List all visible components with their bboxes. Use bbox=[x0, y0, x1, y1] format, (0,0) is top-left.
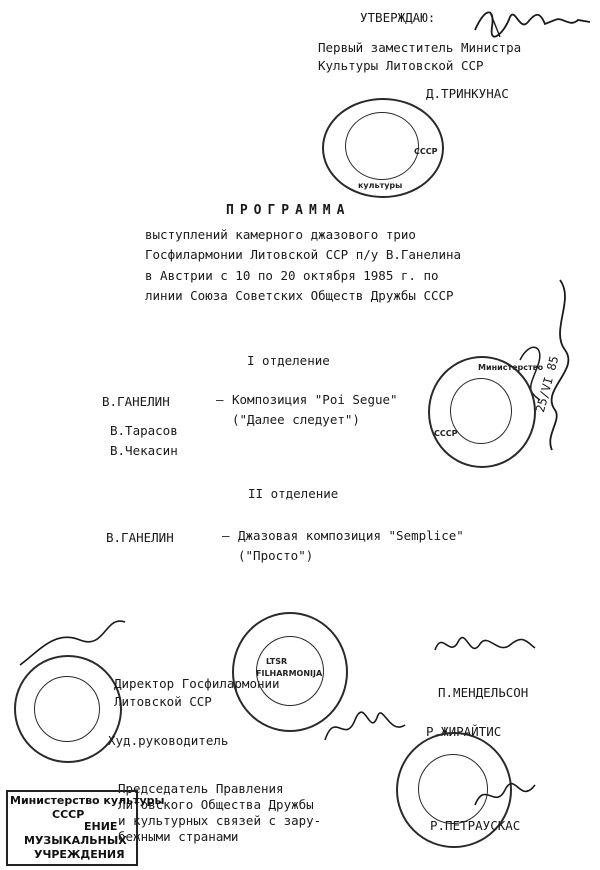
intro-line-2: Госфилармонии Литовской ССР п/у В.Ганелина bbox=[145, 247, 462, 262]
chair-title-line3: и культурных связей с зару- bbox=[118, 813, 322, 828]
rect-stamp-line-4: МУЗЫКАЛЬНЫХ bbox=[24, 834, 127, 847]
section2-performer: В.ГАНЕЛИН bbox=[106, 530, 174, 545]
section2-composition: Джазовая композиция "Semplice" bbox=[238, 528, 464, 543]
director-title-line1: Директор Госфилармонии bbox=[114, 676, 280, 691]
approval-position-line2: Культуры Литовской ССР bbox=[318, 58, 484, 73]
section1-member-chekasin: В.Чекасин bbox=[110, 443, 178, 458]
rect-stamp-line-3: ЕНИЕ bbox=[84, 820, 118, 833]
director-name: П.МЕНДЕЛЬСОН bbox=[438, 685, 529, 700]
ministry-stamp-text bbox=[322, 98, 440, 194]
section2-heading: II отделение bbox=[248, 486, 339, 501]
ministry-stamp-word-culture: культуры bbox=[358, 181, 403, 190]
rect-stamp-line-1: Министерство культуры bbox=[10, 794, 165, 807]
rect-stamp-line-2: СССР bbox=[52, 808, 85, 821]
chair-title-line2: Литовского Общества Дружбы bbox=[118, 797, 314, 812]
left-signature bbox=[10, 610, 130, 670]
ltsr-stamp-word-filharmonija: FILHARMONIJA bbox=[256, 669, 323, 678]
handwritten-date: 25/VI 85 bbox=[532, 354, 562, 414]
rect-stamp-line-5: УЧРЕЖДЕНИЯ bbox=[34, 848, 125, 861]
minister-signature bbox=[470, 2, 595, 42]
art-director-title: Худ.руководитель bbox=[108, 733, 229, 748]
society-stamp-text bbox=[428, 356, 544, 464]
section1-heading: I отделение bbox=[247, 353, 330, 368]
ltsr-stamp-word-ltsr: LTSR bbox=[266, 657, 288, 666]
approval-label: УТВЕРЖДАЮ: bbox=[360, 10, 436, 25]
document-title: ПРОГРАММА bbox=[226, 203, 351, 218]
chair-title-line1: Председатель Правления bbox=[118, 781, 284, 796]
section1-composition: Композиция "Poi Segue" bbox=[232, 392, 398, 407]
philharmonic-round-stamp-left-inner bbox=[34, 676, 100, 742]
approval-name: Д.ТРИНКУНАС bbox=[426, 86, 509, 101]
section1-dash: – bbox=[216, 392, 224, 407]
section1-member-tarasov: В.Тарасов bbox=[110, 423, 178, 438]
intro-line-4: линии Союза Советских Обществ Дружбы СССР bbox=[145, 288, 454, 303]
center-signature bbox=[320, 700, 410, 750]
director-signature bbox=[430, 620, 540, 670]
intro-line-3: в Австрии с 10 по 20 октября 1985 г. по bbox=[145, 268, 439, 283]
section2-translation: ("Просто") bbox=[238, 548, 314, 563]
director-title-line2: Литовской ССР bbox=[114, 694, 212, 709]
chair-title-line4: бежными странами bbox=[118, 829, 239, 844]
society-stamp-word-ussr: СССР bbox=[434, 429, 458, 438]
section1-translation: ("Далее следует") bbox=[232, 412, 360, 427]
ministry-stamp-word-ussr: СССР bbox=[414, 147, 438, 156]
art-director-name: Р.ЖИРАЙТИС bbox=[426, 724, 502, 739]
section2-dash: – bbox=[222, 528, 230, 543]
society-stamp-word-ministry: Министерство bbox=[478, 363, 544, 372]
chair-name: Р.ПЕТРАУСКАС bbox=[430, 818, 521, 833]
section1-performer: В.ГАНЕЛИН bbox=[102, 394, 170, 409]
intro-line-1: выступлений камерного джазового трио bbox=[145, 227, 416, 242]
approval-position-line1: Первый заместитель Министра bbox=[318, 40, 522, 55]
chair-signature bbox=[470, 775, 540, 815]
